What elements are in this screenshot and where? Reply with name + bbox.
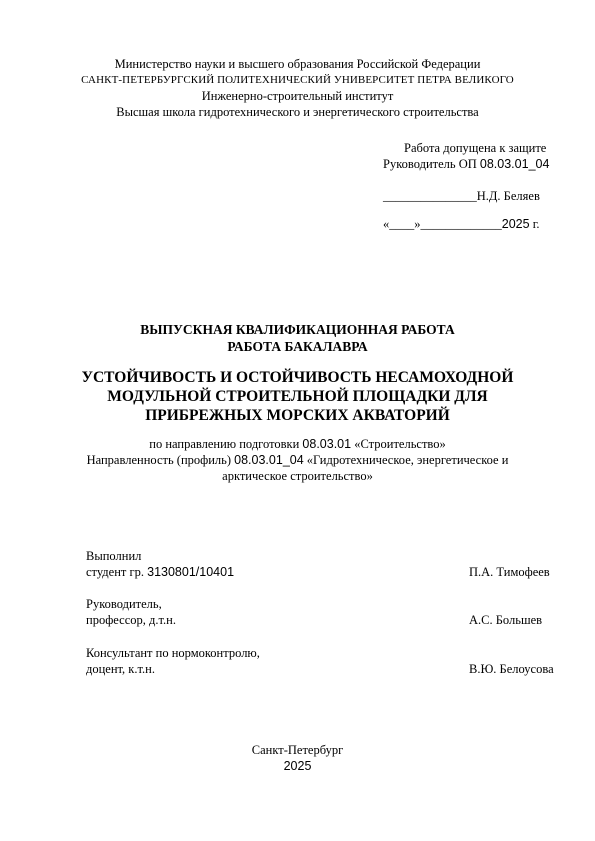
topic-line-1: УСТОЙЧИВОСТЬ И ОСТОЙЧИВОСТЬ НЕСАМОХОДНОЙ — [81, 369, 514, 386]
consultant-role: Консультант по нормоконтролю, — [86, 646, 260, 660]
ministry-line: Министерство науки и высшего образования Российской Федерации — [114, 57, 481, 71]
advisor-position: профессор, д.т.н. — [86, 613, 176, 627]
consultant-name: В.Ю. Белоусова — [469, 662, 554, 676]
direction-prefix: по направлению подготовки — [149, 437, 303, 451]
author-role: Выполнил — [86, 549, 142, 563]
signature-blank: _______________ — [383, 189, 477, 203]
date-close-quote: » — [414, 217, 421, 231]
direction-code: 08.03.01 — [302, 437, 352, 451]
topic-line-2: МОДУЛЬНОЙ СТРОИТЕЛЬНОЙ ПЛОЩАДКИ ДЛЯ — [107, 388, 488, 405]
profile-line — [0, 452, 595, 468]
date-open-quote: « — [383, 217, 390, 231]
direction-name: «Строительство» — [351, 437, 446, 451]
university-line: САНКТ-ПЕТЕРБУРГСКИЙ ПОЛИТЕХНИЧЕСКИЙ УНИВЕРСИТЕТ ПЕТРА ВЕЛИКОГО — [81, 74, 514, 86]
work-type-heading: ВЫПУСКНАЯ КВАЛИФИКАЦИОННАЯ РАБОТА — [140, 322, 455, 337]
date-suffix: г. — [529, 217, 540, 231]
profile-line-2: арктическое строительство» — [222, 469, 373, 483]
program-code: 08.03.01_04 — [479, 157, 550, 171]
consultant-position: доцент, к.т.н. — [86, 662, 155, 676]
supervisor-title-prefix: Руководитель ОП — [383, 157, 480, 171]
author-group-line — [86, 564, 234, 580]
degree-heading: РАБОТА БАКАЛАВРА — [227, 339, 368, 354]
institute-line: Инженерно-строительный институт — [201, 89, 394, 103]
footer-city: Санкт-Петербург — [251, 743, 344, 757]
profile-name-1: «Гидротехническое, энергетическое и — [303, 453, 509, 467]
author-group: 3130801/10401 — [147, 565, 235, 579]
date-year: 2025 — [501, 217, 530, 231]
profile-code: 08.03.01_04 — [234, 453, 304, 467]
profile-prefix: Направленность (профиль) — [86, 453, 235, 467]
direction-line — [0, 436, 595, 452]
footer-year: 2025 — [283, 759, 312, 773]
author-name: П.А. Тимофеев — [469, 565, 550, 579]
advisor-name: А.С. Большев — [469, 613, 543, 627]
date-day-blank: ____ — [389, 217, 415, 231]
supervisor-name: Н.Д. Беляев — [476, 189, 540, 203]
date-month-blank: _____________ — [420, 217, 502, 231]
topic-line-3: ПРИБРЕЖНЫХ МОРСКИХ АКВАТОРИЙ — [145, 407, 450, 424]
admitted-line: Работа допущена к защите — [404, 141, 547, 155]
author-group-prefix: студент гр. — [86, 565, 148, 579]
advisor-role: Руководитель, — [86, 597, 162, 611]
approval-date-line — [383, 216, 540, 232]
supervisor-signature-line — [383, 188, 540, 204]
school-line: Высшая школа гидротехнического и энергетического строительства — [116, 105, 479, 119]
supervisor-program-line — [383, 156, 549, 172]
